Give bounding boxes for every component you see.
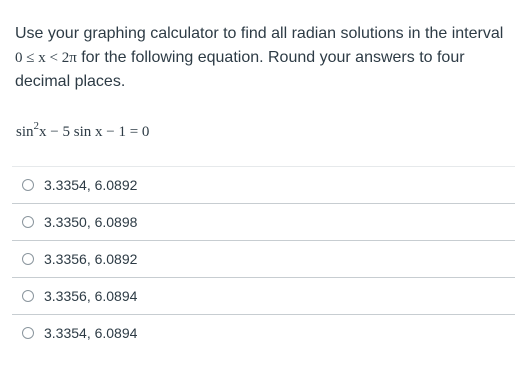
radio-button-icon[interactable] xyxy=(22,253,34,265)
question-text xyxy=(15,22,515,94)
answer-list xyxy=(12,166,515,351)
answer-label: 3.3356, 6.0894 xyxy=(44,288,138,304)
answer-label: 3.3354, 6.0892 xyxy=(44,177,138,193)
answer-option-5[interactable] xyxy=(12,314,515,351)
question-line-3: decimal places. xyxy=(15,73,126,90)
question-line-2: for the following equation. Round your answers to four xyxy=(76,49,465,66)
radio-button-icon[interactable] xyxy=(22,216,34,228)
answer-label: 3.3354, 6.0894 xyxy=(44,325,138,341)
radio-button-icon[interactable] xyxy=(22,327,34,339)
equation xyxy=(16,120,150,141)
answer-option-2[interactable] xyxy=(12,203,515,240)
equation-sin: sin xyxy=(16,124,34,140)
radio-button-icon[interactable] xyxy=(22,179,34,191)
answer-option-4[interactable] xyxy=(12,277,515,314)
equation-exponent: 2 xyxy=(33,120,40,132)
answer-label: 3.3356, 6.0892 xyxy=(44,251,138,267)
answer-label: 3.3350, 6.0898 xyxy=(44,214,138,230)
equation-rest: x − 5 sin x − 1 = 0 xyxy=(39,124,150,140)
answer-option-3[interactable] xyxy=(12,240,515,277)
answer-option-1[interactable] xyxy=(12,166,515,203)
radio-button-icon[interactable] xyxy=(22,290,34,302)
question-line-1: Use your graphing calculator to find all radian solutions in the interval xyxy=(15,25,504,42)
interval-expression: 0 ≤ x < 2π xyxy=(15,50,77,66)
